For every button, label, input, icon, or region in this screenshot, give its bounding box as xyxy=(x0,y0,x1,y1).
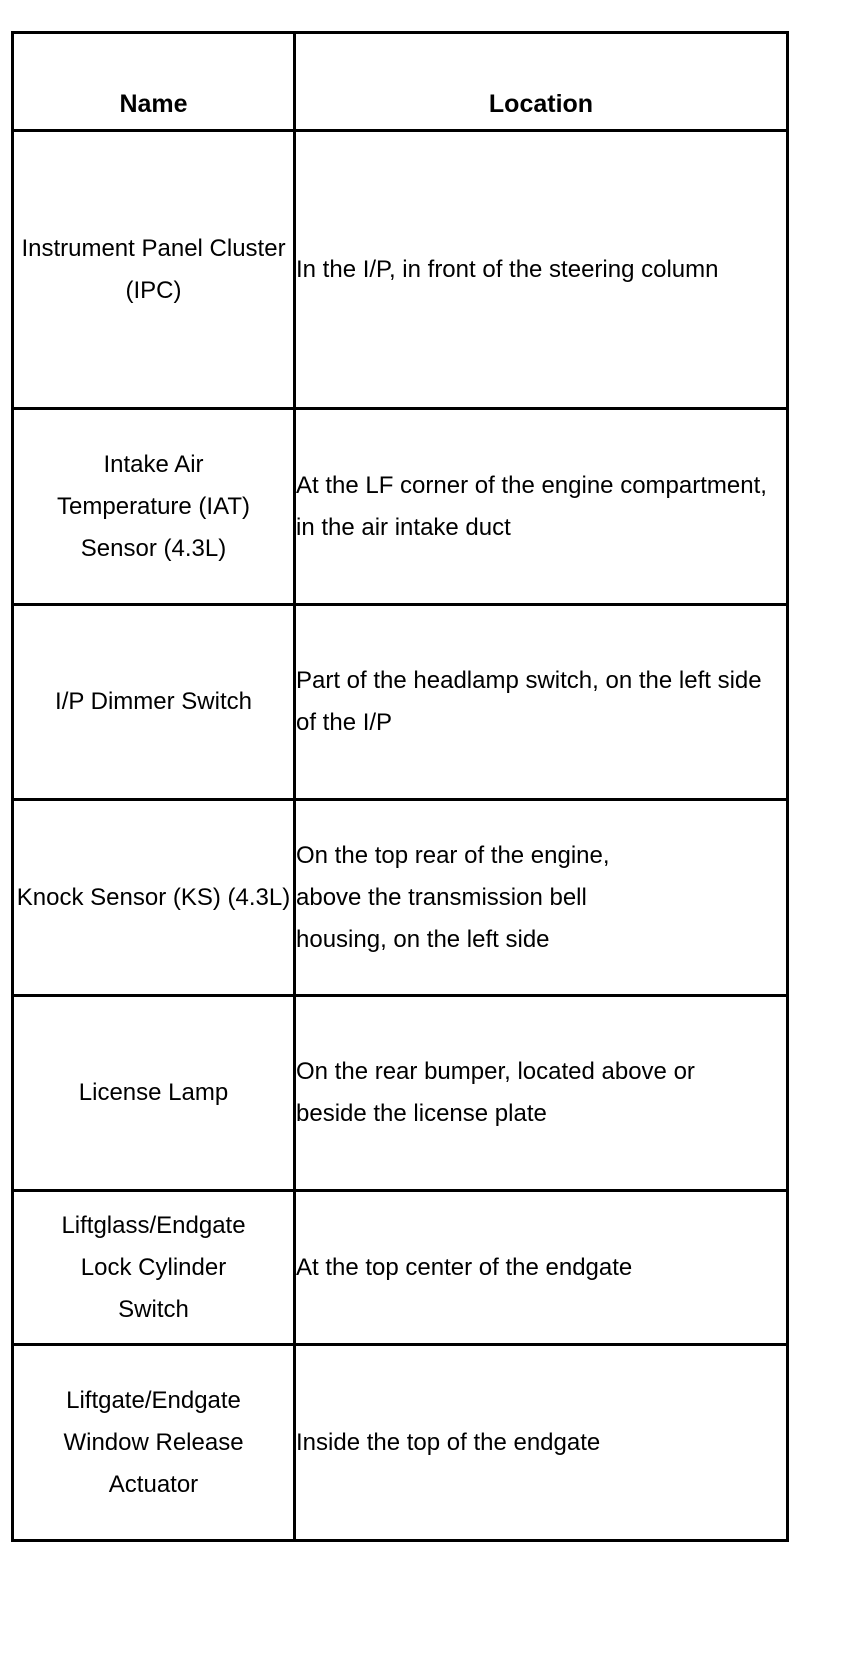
header-row xyxy=(13,33,788,131)
table-row xyxy=(13,409,788,605)
header-location: Location xyxy=(295,33,788,131)
component-location-table xyxy=(11,31,789,1542)
location-cell: On the top rear of the engine, above the transmission bell housing, on the left side xyxy=(295,800,788,996)
location-cell: At the top center of the endgate xyxy=(295,1191,788,1345)
table-row xyxy=(13,1345,788,1541)
header-name: Name xyxy=(13,33,295,131)
table-row xyxy=(13,800,788,996)
table-row xyxy=(13,605,788,800)
name-cell: Liftglass/Endgate Lock Cylinder Switch xyxy=(13,1191,295,1345)
table-row xyxy=(13,131,788,409)
name-cell: Instrument Panel Cluster (IPC) xyxy=(13,131,295,409)
name-cell: Knock Sensor (KS) (4.3L) xyxy=(13,800,295,996)
table-row xyxy=(13,996,788,1191)
location-cell: On the rear bumper, located above or beside the license plate xyxy=(295,996,788,1191)
location-cell: At the LF corner of the engine compartment, in the air intake duct xyxy=(295,409,788,605)
name-cell: Liftgate/Endgate Window Release Actuator xyxy=(13,1345,295,1541)
name-cell: I/P Dimmer Switch xyxy=(13,605,295,800)
name-cell: Intake Air Temperature (IAT) Sensor (4.3L) xyxy=(13,409,295,605)
location-cell: Inside the top of the endgate xyxy=(295,1345,788,1541)
location-cell: In the I/P, in front of the steering column xyxy=(295,131,788,409)
table-row xyxy=(13,1191,788,1345)
name-cell: License Lamp xyxy=(13,996,295,1191)
location-cell: Part of the headlamp switch, on the left side of the I/P xyxy=(295,605,788,800)
